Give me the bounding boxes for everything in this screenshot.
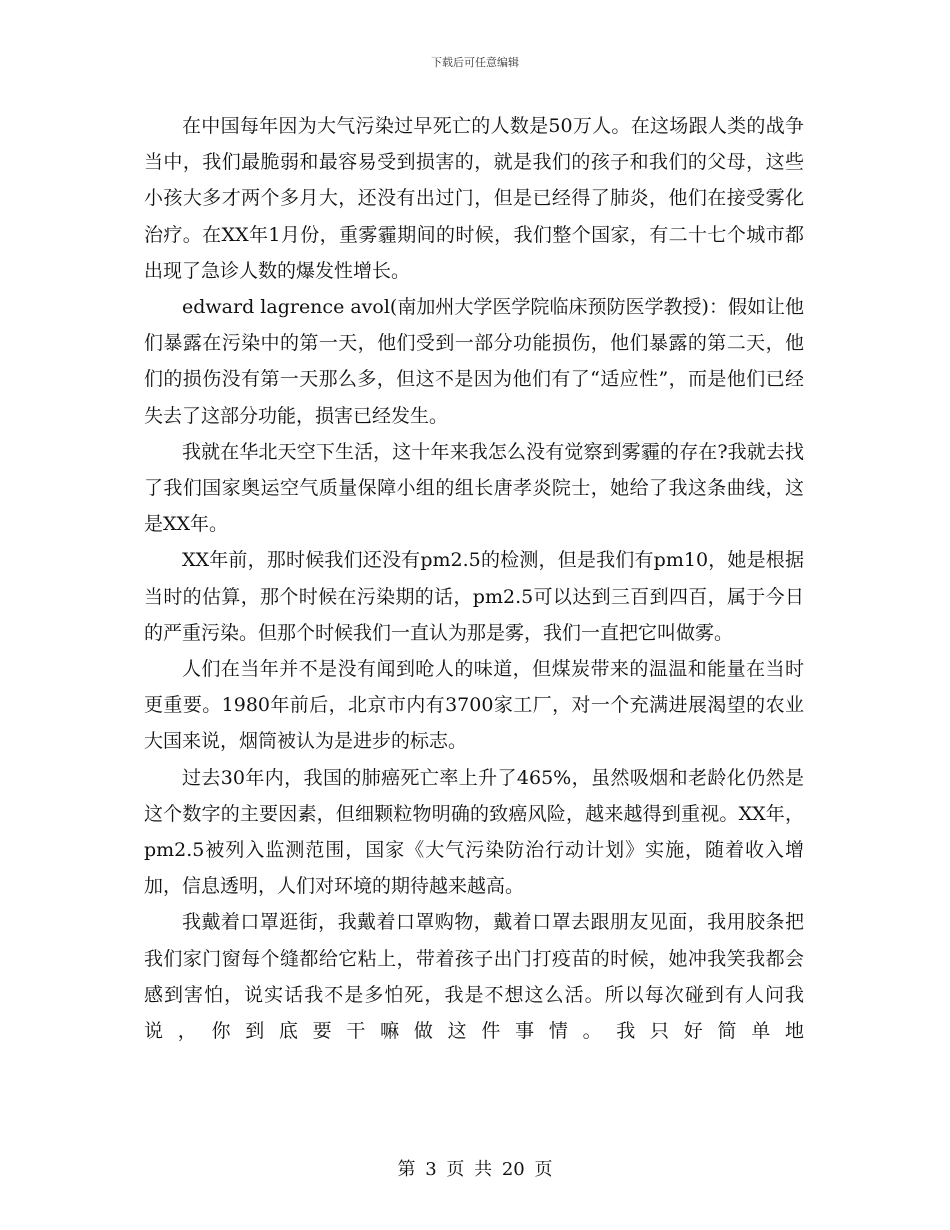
page-header: 下载后可任意编辑 — [431, 56, 519, 69]
paragraph: 我就在华北天空下生活，这十年来我怎么没有觉察到雾霾的存在?我就去找了我们国家奥运空气质量保障小组的组长唐孝炎院士，她给了我这条曲线，这是XX年。 — [144, 440, 804, 536]
paragraph: edward lagrence avol(南加州大学医学院临床预防医学教授)：假如让他们暴露在污染中的第一天，他们受到一部分功能损伤，他们暴露的第二天，他们的损伤没有第一天那么多，但这不是因为他们有了“适应性”，而是他们已经失去了这部分功能，损害已经发生。 — [144, 296, 804, 427]
document-body — [144, 108, 804, 1049]
page-number-footer: 第 3 页 共 20 页 — [397, 1159, 553, 1180]
paragraph: 人们在当年并不是没有闻到呛人的味道，但煤炭带来的温温和能量在当时更重要。1980年前后，北京市内有3700家工厂，对一个充满进展渴望的农业大国来说，烟筒被认为是进步的标志。 — [144, 658, 804, 753]
paragraph: 我戴着口罩逛街，我戴着口罩购物，戴着口罩去跟朋友见面，我用胶条把我们家门窗每个缝都给它粘上，带着孩子出门打疫苗的时候，她冲我笑我都会感到害怕，说实话我不是多怕死，我是不想这么活。所以每次碰到有人问我说，你到底要干嘛做这件事情。我只好简单地 — [144, 911, 804, 1043]
paragraph: 在中国每年因为大气污染过早死亡的人数是50万人。在这场跟人类的战争当中，我们最脆弱和最容易受到损害的，就是我们的孩子和我们的父母，这些小孩大多才两个多月大，还没有出过门，但是已经得了肺炎，他们在接受雾化治疗。在XX年1月份，重雾霾期间的时候，我们整个国家，有二十七个城市都出现了急诊人数的爆发性增长。 — [144, 115, 804, 282]
paragraph: 过去30年内，我国的肺癌死亡率上升了465%，虽然吸烟和老龄化仍然是这个数字的主要因素，但细颗粒物明确的致癌风险，越来越得到重视。XX年，pm2.5被列入监测范围，国家《大气污染防治行动计划》实施，随着收入增加，信息透明，人们对环境的期待越来越高。 — [144, 766, 804, 898]
paragraph: XX年前，那时候我们还没有pm2.5的检测，但是我们有pm10，她是根据当时的估算，那个时候在污染期的话，pm2.5可以达到三百到四百，属于今日的严重污染。但那个时候我们一直认为那是雾，我们一直把它叫做雾。 — [144, 549, 804, 644]
